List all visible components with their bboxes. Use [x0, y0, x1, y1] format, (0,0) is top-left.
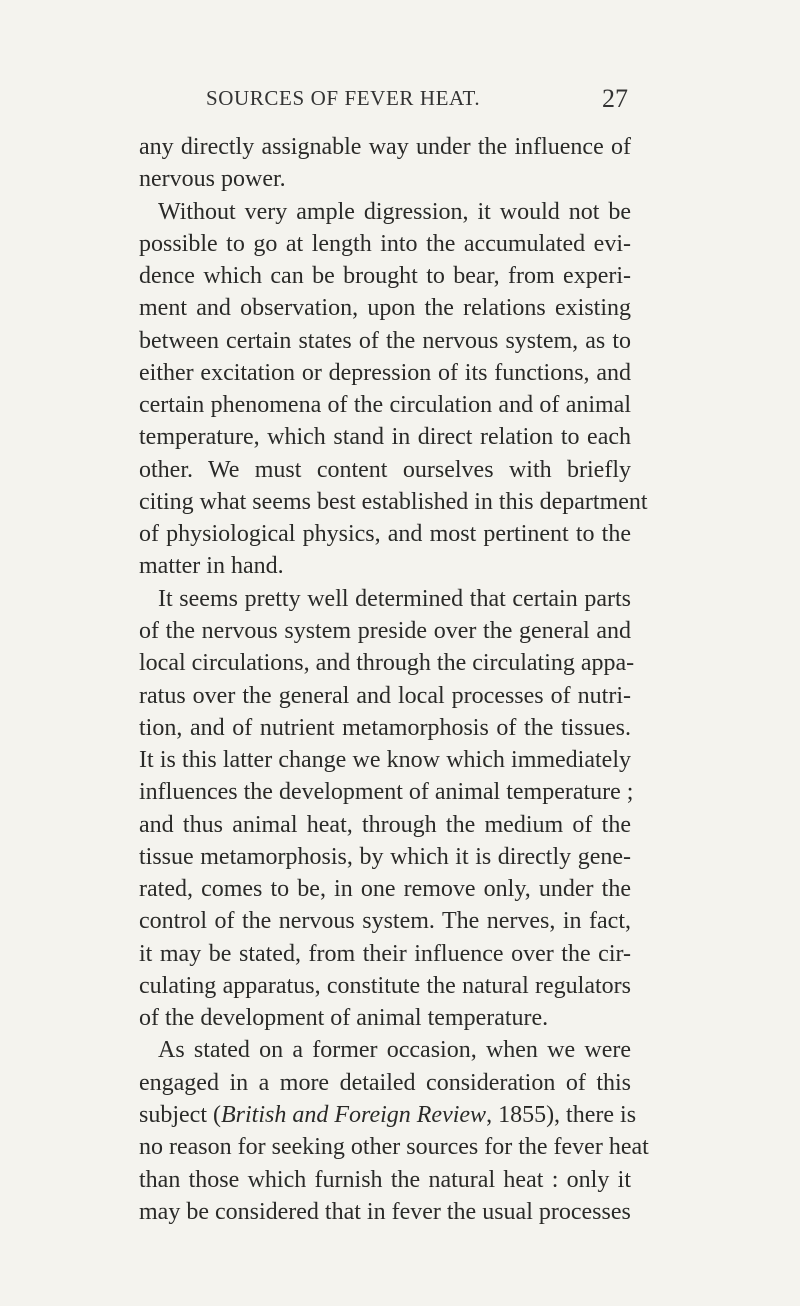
text-line: engaged in a more detailed consideration of this — [139, 1069, 631, 1096]
paragraph-start-line: Without very ample digression, it would not be — [158, 198, 631, 225]
text-line: temperature, which stand in direct relation to each — [139, 424, 631, 451]
text-line: influences the development of animal temperature ; — [139, 779, 634, 806]
text-line: control of the nervous system. The nerves, in fact, — [139, 908, 631, 935]
text-line: culating apparatus, constitute the natural regulators — [139, 972, 631, 999]
text-line: nervous power. — [139, 166, 286, 193]
paragraph-start-line: It seems pretty well determined that certain parts — [158, 585, 631, 612]
text-line: tion, and of nutrient metamorphosis of the tissues. — [139, 714, 631, 741]
text-line: ratus over the general and local processes of nutri- — [139, 682, 631, 709]
journal-citation: British and Foreign Review — [220, 1101, 487, 1128]
text-line: of physiological physics, and most pertinent to the — [139, 521, 631, 548]
text-line: certain phenomena of the circulation and of animal — [139, 392, 631, 419]
text-line: of the nervous system preside over the general and — [139, 617, 631, 644]
text-line-with-citation — [139, 1099, 637, 1131]
text-line: either excitation or depression of its functions, and — [139, 359, 631, 386]
text-line: no reason for seeking other sources for the fever heat — [139, 1134, 649, 1161]
text-line: other. We must content ourselves with briefly — [139, 456, 631, 483]
text-line: ment and observation, upon the relations existing — [139, 295, 631, 322]
text-fragment: subject ( — [139, 1101, 221, 1128]
text-line: local circulations, and through the circulating appa- — [139, 650, 635, 677]
text-line: of the development of animal temperature. — [139, 1005, 549, 1032]
text-line: dence which can be brought to bear, from experi- — [139, 263, 631, 290]
text-line: possible to go at length into the accumulated evi- — [139, 230, 631, 257]
text-line: may be considered that in fever the usual processes — [139, 1198, 631, 1225]
paragraph-start-line: As stated on a former occasion, when we were — [158, 1037, 631, 1064]
text-line: citing what seems best established in this department — [139, 488, 648, 515]
text-line: it may be stated, from their influence over the cir- — [139, 940, 631, 967]
running-title: SOURCES OF FEVER HEAT. — [206, 86, 481, 110]
text-line: than those which furnish the natural heat : only it — [139, 1166, 631, 1193]
text-line: It is this latter change we know which immediately — [139, 747, 631, 774]
text-line: any directly assignable way under the influence of — [139, 134, 631, 160]
text-line: rated, comes to be, in one remove only, under the — [139, 876, 631, 903]
page-number: 27 — [602, 84, 628, 113]
text-line: and thus animal heat, through the medium of the — [139, 811, 631, 838]
body-text — [139, 131, 649, 1228]
text-line: matter in hand. — [139, 553, 284, 580]
text-line: tissue metamorphosis, by which it is directly gene- — [139, 843, 631, 870]
text-fragment: , 1855), there is — [486, 1101, 637, 1128]
text-line: between certain states of the nervous system, as to — [139, 327, 631, 354]
